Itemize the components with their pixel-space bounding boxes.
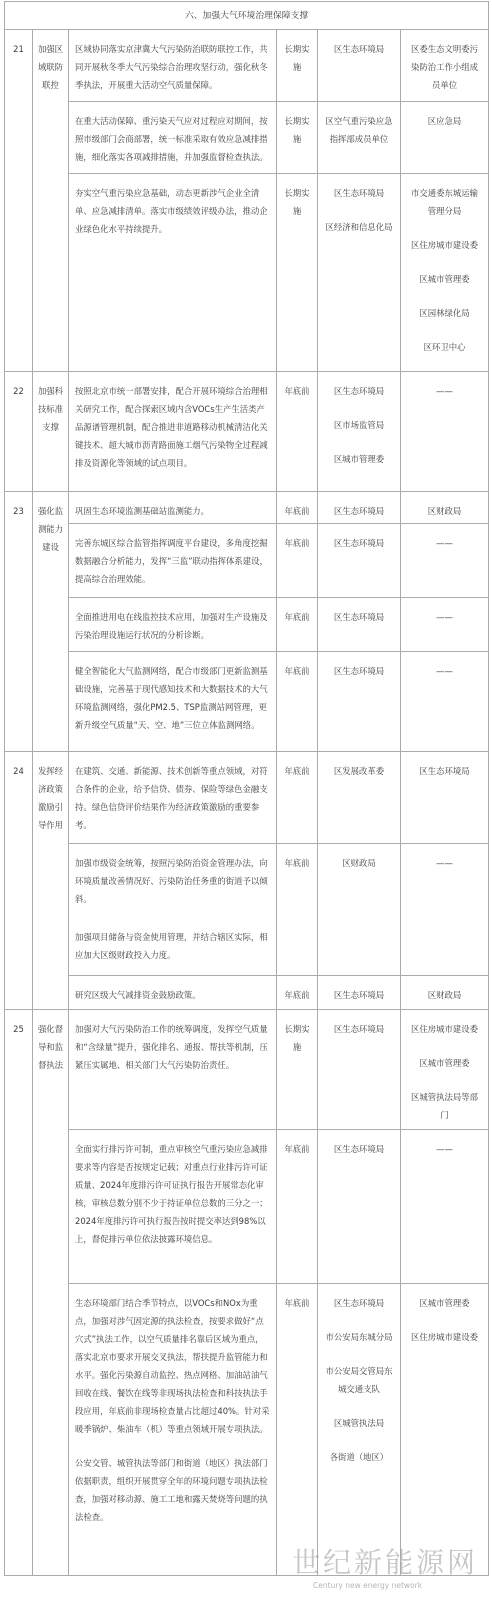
task-timeline [277, 524, 318, 598]
timeline-text: 年底前 [284, 1298, 310, 1308]
task-description [69, 174, 277, 372]
watermark-logo-text: 世纪新能源网 [292, 1546, 479, 1579]
task-timeline [277, 1284, 318, 1576]
task-timeline [277, 174, 318, 372]
lead-departments [318, 598, 401, 652]
coop-department: —— [436, 858, 453, 868]
lead-department: 区经济和信息化局 [325, 222, 393, 232]
task-paragraph: 按照北京市统一部署安排，配合开展环境综合治理相关研究工作，配合探索区域内含VOCs生产生活类产品源谱管理机制，配合推进非道路移动机械清洁化关键技术、超大城市沥青路面施工烟气污染物全过程减排及资源化等领域的试点项目。 [75, 386, 268, 468]
coop-department: 区城市管理委 [419, 1298, 470, 1308]
task-timeline [277, 844, 318, 976]
lead-department: 区生态环境局 [333, 386, 385, 396]
table-row [5, 1010, 489, 1130]
task-description [69, 524, 277, 598]
lead-department: 市公安局东城分局 [325, 1332, 393, 1342]
task-paragraph: 研究区级大气减排资金鼓励政策。 [75, 990, 201, 1000]
coop-departments [401, 976, 489, 1010]
task-paragraph: 健全智能化大气监测网络，配合市级部门更新监测基础设施，完善基于现代感知技术和大数据技术的大气环境监测网络，强化PM2.5、TSP监测站网管理，更新升级空气质量“天、空、地”三位立体监测网络。 [75, 666, 268, 730]
table-row [5, 30, 489, 102]
lead-departments [318, 1284, 401, 1576]
item-number: 25 [13, 1024, 24, 1034]
timeline-text: 年底前 [284, 612, 310, 622]
task-paragraph: 夯实空气重污染应急基础，动态更新涉气企业全清单、应急减排清单。落实市级绩效评级办法，推动企业绿色化水平持续提升。 [75, 188, 268, 234]
coop-departments [401, 372, 489, 492]
lead-department: 区生态环境局 [333, 666, 385, 676]
coop-department: 区城市管理委 [419, 1058, 470, 1068]
coop-department: —— [436, 666, 453, 676]
table-row [5, 174, 489, 372]
task-timeline [277, 598, 318, 652]
task-paragraph: 在建筑、交通、新能源、技术创新等重点领域，对符合条件的企业，给予信贷、债券、保险等绿色金融支持。绿色信贷评价结果作为经济政策激励的重要参考。 [75, 766, 268, 830]
coop-department: —— [436, 1144, 453, 1154]
task-paragraph: 在重大活动保障、重污染天气应对过程应对期间，按照市级部门会商部署，统一标准采取有效应急减排措施，细化落实各项减排措施，并加强监督检查执法。 [75, 116, 268, 162]
task-paragraph: 完善东城区综合监管指挥调度平台建设，多角度挖掘数据融合分析能力，发挥“三监”联动指挥体系建设，提高综合治理效能。 [75, 538, 268, 584]
lead-department: 区生态环境局 [333, 44, 385, 54]
table-row [5, 1284, 489, 1576]
task-timeline [277, 1130, 318, 1284]
item-number: 23 [13, 506, 24, 516]
item-number: 24 [13, 766, 24, 776]
coop-department: 区住房城市建设委 [411, 240, 479, 250]
item-number-cell [5, 1010, 33, 1576]
lead-department: 区空气重污染应急指挥部成员单位 [325, 116, 393, 144]
item-category-cell [33, 372, 69, 492]
lead-departments [318, 844, 401, 976]
lead-department: 区财政局 [342, 858, 376, 868]
item-category: 加强区域联防联控 [37, 44, 64, 90]
lead-department: 区发展改革委 [333, 766, 385, 776]
lead-department: 区生态环境局 [333, 538, 385, 548]
task-description [69, 1010, 277, 1130]
timeline-text: 长期实施 [284, 116, 310, 144]
coop-departments [401, 1284, 489, 1576]
timeline-text: 年底前 [284, 506, 310, 516]
lead-departments [318, 752, 401, 844]
coop-departments [401, 752, 489, 844]
task-description [69, 492, 277, 524]
item-category: 发挥经济政策激励引导作用 [37, 766, 64, 830]
task-paragraph: 区域协同落实京津冀大气污染防治联防联控工作，共同开展秋冬季大气污染综合治理攻坚行动，强化秋冬季执法，开展重大活动空气质量保障。 [75, 44, 268, 90]
lead-departments [318, 652, 401, 752]
timeline-text: 长期实施 [284, 44, 310, 72]
table-row [5, 752, 489, 844]
task-timeline [277, 372, 318, 492]
task-description [69, 976, 277, 1010]
timeline-text: 年底前 [284, 538, 310, 548]
coop-department: 区城市管理委 [419, 274, 470, 284]
task-paragraph: 全面推进用电在线监控技术应用，加强对生产设施及污染治理设施运行状况的分析诊断。 [75, 612, 268, 640]
task-description [69, 844, 277, 976]
task-paragraph: 加强市级资金统筹，按照污染防治资金管理办法，向环境质量改善情况好、污染防治任务重的街道予以倾斜。 [75, 858, 268, 904]
coop-departments [401, 844, 489, 976]
coop-departments [401, 1010, 489, 1130]
task-description [69, 652, 277, 752]
lead-departments [318, 492, 401, 524]
lead-departments [318, 102, 401, 174]
task-description [69, 1130, 277, 1284]
item-category-cell [33, 30, 69, 372]
measures-table [4, 1, 489, 1576]
item-category-cell [33, 752, 69, 1010]
task-paragraph: 巩固生态环境监测基础站监测能力。 [75, 506, 209, 516]
lead-departments [318, 976, 401, 1010]
timeline-text: 长期实施 [284, 188, 310, 216]
lead-department: 区生态环境局 [333, 188, 385, 198]
coop-departments [401, 492, 489, 524]
coop-department: 区园林绿化局 [419, 308, 470, 318]
task-description [69, 1284, 277, 1576]
lead-departments [318, 372, 401, 492]
coop-department: —— [436, 538, 453, 548]
task-paragraph: 加强项目储备与资金使用管理，并结合辖区实际，相应加大区级财政投入力度。 [75, 932, 268, 960]
table-row [5, 1130, 489, 1284]
coop-departments [401, 1130, 489, 1284]
task-timeline [277, 652, 318, 752]
timeline-text: 年底前 [284, 386, 310, 396]
lead-department: 区市场监管局 [333, 420, 385, 430]
section-header-row [5, 2, 489, 30]
coop-department: 区城管执法局等部门 [411, 1092, 479, 1120]
item-category-cell [33, 492, 69, 752]
task-description [69, 102, 277, 174]
timeline-text: 长期实施 [284, 1024, 310, 1052]
lead-department: 区生态环境局 [333, 612, 385, 622]
table-row [5, 976, 489, 1010]
task-timeline [277, 976, 318, 1010]
coop-departments [401, 598, 489, 652]
timeline-text: 年底前 [284, 666, 310, 676]
task-timeline [277, 102, 318, 174]
timeline-text: 年底前 [284, 990, 310, 1000]
lead-department: 区城管执法局 [333, 1418, 385, 1428]
task-description [69, 598, 277, 652]
section-title: 六、加强大气环境治理保障支撑 [184, 11, 309, 21]
lead-department: 市公安局交管局东城交通支队 [325, 1366, 393, 1394]
task-paragraph: 加强对大气污染防治工作的统筹调度，发挥空气质量和“含绿量”提升，强化排名、通报、帮扶等机制，压紧压实属地、相关部门大气污染防治责任。 [75, 1024, 268, 1070]
coop-department: 区住房城市建设委 [411, 1332, 479, 1342]
task-timeline [277, 752, 318, 844]
coop-department: 区应急局 [427, 116, 462, 126]
lead-department: 区生态环境局 [333, 1298, 385, 1308]
table-row [5, 844, 489, 976]
table-row [5, 102, 489, 174]
coop-department: 区财政局 [427, 506, 462, 516]
item-category: 强化督导和监督执法 [37, 1024, 64, 1070]
coop-department: —— [436, 612, 453, 622]
item-category-cell [33, 1010, 69, 1576]
coop-department: 区委生态文明委污染防治工作小组成员单位 [411, 44, 479, 90]
lead-department: 区生态环境局 [333, 990, 385, 1000]
table-row [5, 652, 489, 752]
lead-departments [318, 524, 401, 598]
lead-department: 区生态环境局 [333, 506, 385, 516]
timeline-text: 年底前 [284, 766, 310, 776]
task-description [69, 372, 277, 492]
coop-departments [401, 30, 489, 102]
timeline-text: 年底前 [284, 858, 310, 868]
lead-department: 区生态环境局 [333, 1024, 385, 1034]
lead-department: 区生态环境局 [333, 1144, 385, 1154]
task-timeline [277, 492, 318, 524]
item-number-cell [5, 492, 33, 752]
lead-departments [318, 30, 401, 102]
task-description [69, 30, 277, 102]
lead-department: 各街道（地区） [329, 1452, 389, 1462]
task-description [69, 752, 277, 844]
item-number-cell [5, 372, 33, 492]
coop-departments [401, 652, 489, 752]
watermark-subtitle: Century new energy network [313, 1581, 423, 1590]
item-number-cell [5, 752, 33, 1010]
timeline-text: 年底前 [284, 1144, 310, 1154]
coop-department: 区财政局 [427, 990, 462, 1000]
item-number-cell [5, 30, 33, 372]
lead-departments [318, 174, 401, 372]
table-row [5, 524, 489, 598]
coop-departments [401, 102, 489, 174]
item-number: 22 [13, 386, 24, 396]
coop-department: 区生态环境局 [419, 766, 470, 776]
coop-department: 区环卫中心 [423, 342, 466, 352]
lead-department: 区城市管理委 [333, 454, 385, 464]
lead-departments [318, 1010, 401, 1130]
section-title-cell [5, 2, 489, 30]
coop-departments [401, 524, 489, 598]
coop-departments [401, 174, 489, 372]
lead-departments [318, 1130, 401, 1284]
table-row [5, 492, 489, 524]
item-number: 21 [13, 44, 24, 54]
task-paragraph: 公安交管、城管执法等部门和街道（地区）执法部门依据职责，组织开展贯穿全年的环境问题专项执法检查，加强对移动源、施工工地和露天焚烧等问题的执法检查。 [75, 1458, 268, 1522]
coop-department: 区住房城市建设委 [411, 1024, 479, 1034]
table-row [5, 598, 489, 652]
coop-department: 市交通委东城运输管理分局 [411, 188, 479, 216]
table-row [5, 372, 489, 492]
task-paragraph: 生态环境部门结合季节特点，以VOCs和NOx为重点，加强对涉气固定源的执法检查，按要求做好“点穴式”执法工作，以空气质量排名靠后区域为重点，落实北京市要求开展交叉执法，帮扶提升监管能力和水平。强化污染源自动监控、热点网格、加油站油气回收在线、餐饮在线等非现场执法检查和科技执法手段应用，年底前非现场检查量占比超过40%。针对采暖季锅炉、柴油车（机）等重点领域开展专项执法。 [75, 1298, 270, 1434]
task-paragraph: 全面实行排污许可制，重点审核空气重污染应急减排要求等内容是否按规定记载；对重点行业排污许可证质量、2024年度排污许可证执行报告开展常态化审核，审核总数分别不少于持证单位总数的三分之一；2024年度排污许可执行报告按时提交率达到98%以上，督促排污单位依法披露环境信息。 [75, 1144, 268, 1244]
item-category: 加强科技标准支撑 [37, 386, 64, 432]
task-timeline [277, 30, 318, 102]
coop-department: —— [436, 386, 453, 396]
task-timeline [277, 1010, 318, 1130]
item-category: 强化监测能力建设 [37, 506, 64, 552]
